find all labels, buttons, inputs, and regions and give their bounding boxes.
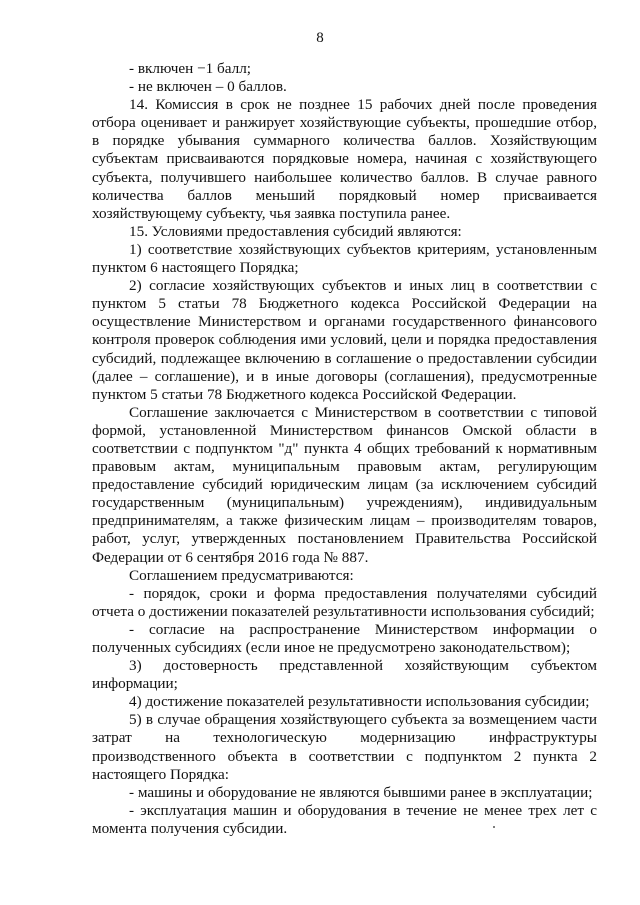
condition-3: 3) достоверность представленной хозяйствующим субъектом информации;: [92, 657, 597, 693]
page-number: 8: [316, 30, 324, 46]
list-item-not-included: - не включен – 0 баллов.: [129, 78, 287, 96]
list-item-included: - включен −1 балл;: [129, 60, 251, 77]
condition-1: 1) соответствие хозяйствующих субъектов критериям, установленным пунктом 6 настоящего Порядка;: [92, 240, 597, 277]
document-body: [92, 60, 597, 838]
condition-5-item-machines: - машины и оборудование не являются бывшими ранее в эксплуатации;: [129, 783, 593, 801]
condition-5: 5) в случае обращения хозяйствующего субъекта за возмещением части затрат на технологическую модернизацию инфраструктуры производственного объекта в соответствии с подпунктом 2 пункта 2 настоящего Порядка:: [92, 711, 597, 783]
condition-2: 2) согласие хозяйствующих субъектов и иных лиц в соответствии с пунктом 5 статьи 78 Бюджетного кодекса Российской Федерации на осуществление Министерством и органами государственного финансового контроля проверок соблюдения ими условий, цели и порядка предоставления субсидий, подлежащее включению в соглашение о предоставлении субсидии (далее – соглашение), и в иные договоры (соглашения), предусмотренные пунктом 5 статьи 78 Бюджетного кодекса Российской Федерации.: [92, 277, 597, 403]
agreement-provisions-heading: Соглашением предусматриваются:: [129, 566, 354, 584]
scan-speck: [493, 826, 495, 828]
provision-consent: - согласие на распространение Министерством информации о полученных субсидиях (если иное не предусмотрено законодательством);: [92, 620, 597, 656]
provision-report: - порядок, сроки и форма предоставления получателями субсидий отчета о достижении показателей результативности использования субсидий;: [92, 584, 597, 620]
condition-4: 4) достижение показателей результативности использования субсидии;: [129, 693, 590, 711]
clause-15-heading: 15. Условиями предоставления субсидий являются:: [129, 222, 462, 240]
clause-14: 14. Комиссия в срок не позднее 15 рабочих дней после проведения отбора оценивает и ранжирует хозяйствующие субъекты, прошедшие отбор, в порядке убывания суммарного количества баллов. Хозяйствующим субъектам присваиваются порядковые номера, начиная с хозяйствующего субъекта, получившего наибольшее количество баллов. В случае равного количества баллов меньший порядковый номер присваивается хозяйствующему субъекту, чья заявка поступила ранее.: [92, 96, 597, 222]
condition-5-item-operation: - эксплуатация машин и оборудования в течение не менее трех лет с момента получения субсидии.: [92, 801, 597, 837]
agreement-paragraph: Соглашение заключается с Министерством в соответствии с типовой формой, установленной Министерством финансов Омской области в соответствии с подпунктом "д" пункта 4 общих требований к нормативным правовым актам, муниципальным правовым актам, регулирующим предоставление субсидий юридическим лицам (за исключением субсидий государственным (муниципальным) учреждениям), индивидуальным предпринимателям, а также физическим лицам – производителям товаров, работ, услуг, утвержденных постановлением Правительства Российской Федерации от 6 сентября 2016 года № 887.: [92, 403, 597, 566]
